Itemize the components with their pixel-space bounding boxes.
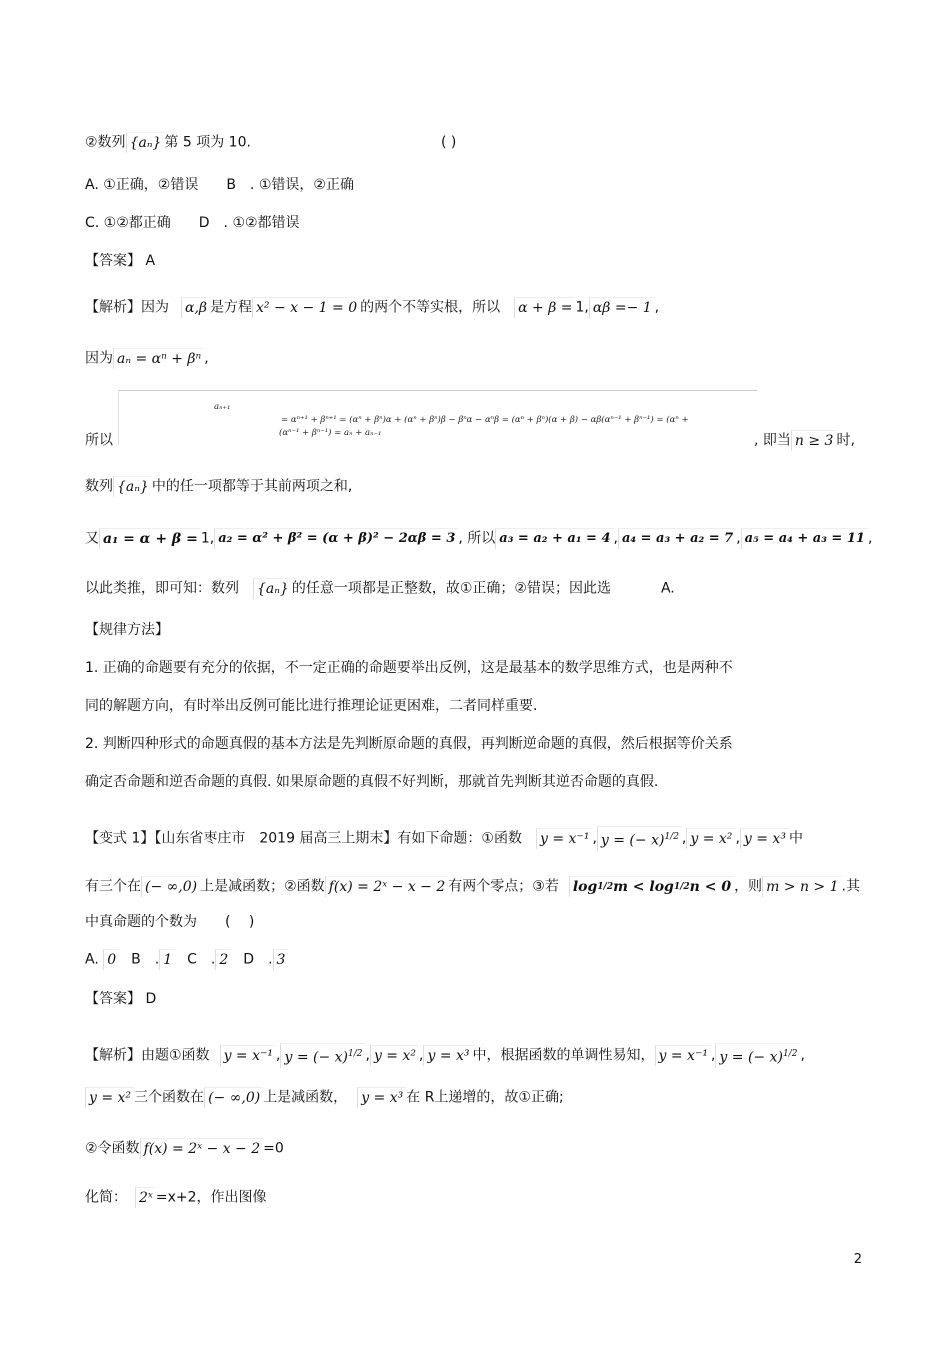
math-func-3: y = x²: [370, 1045, 419, 1066]
variant-line-3: 中真命题的个数为 ( ): [85, 914, 255, 930]
option-line-ab: A. ①正确，②错误 B . ①错误，②正确: [85, 177, 354, 193]
math-func-2: y = (− x)$^{1/2}$: [715, 1043, 800, 1068]
math-roots: α,β: [181, 297, 210, 318]
method-text-2: 同的解题方向，有时举出反例可能比进行推理论证更困难，二者同样重要.: [85, 698, 538, 714]
analysis-line-3: 所以 , 即当 n ≥ 3 时,: [85, 430, 855, 451]
math-sequence: {aₙ}: [113, 476, 152, 497]
recurrence-derivation-box: aₙ₊₁ = αⁿ⁺¹ + βⁿ⁺¹ = (αⁿ + βⁿ)α + (αⁿ + βⁿ)β − βⁿα − αⁿβ = (αⁿ + βⁿ)(α + β) − αβ(αⁿ⁻¹ + βⁿ⁻¹) = (αⁿ + (αⁿ⁻¹ + βⁿ⁻¹) = aₙ + aₙ₋₁: [118, 390, 757, 445]
math-a1: a₁ = α + β =: [99, 528, 201, 549]
variant-options: A. 0 B . 1 C . 2 D . 3: [85, 949, 288, 970]
math-sequence: {aₙ}: [253, 578, 292, 599]
math-a5: a₅ = a₄ + a₃ = 11: [741, 528, 868, 549]
math-func-4: y = x³: [740, 828, 789, 849]
option-c-value: 2: [215, 949, 231, 970]
math-sum: α + β =: [514, 297, 575, 318]
math-a4: a₄ = a₃ + a₂ = 7: [618, 528, 736, 549]
math-func-4: y = x³: [357, 1087, 406, 1108]
page-number: 2: [853, 1252, 862, 1267]
analysis-line-4: 数列 {aₙ} 中的任一项都等于其前两项之和,: [85, 476, 352, 497]
variant-line-1: 【变式 1】【山东省枣庄市 2019 届高三上期末】有如下命题：①函数 y = x⁻¹ , y = (− x)$^{1/2}$ , y = x² , y = x³ 中: [85, 826, 803, 851]
analysis2-line-1: 【解析】由题①函数 y = x⁻¹ , y = (− x)$^{1/2}$ , y = x² , y = x³ 中，根据函数的单调性易知， y = x⁻¹ , y = (− x)$^{1/2}$ ,: [85, 1043, 805, 1068]
math-an-def: aₙ = αⁿ + βⁿ: [113, 348, 204, 369]
math-interval: (− ∞,0): [204, 1087, 263, 1108]
math-func-3: y = x²: [85, 1087, 134, 1108]
answer-label-2: 【答案】 D: [85, 991, 157, 1007]
math-log-ineq: log1/2m < log1/2n < 0: [569, 876, 734, 897]
analysis-line-5: 又 a₁ = α + β = 1, a₂ = α² + β² = (α + β)² − 2αβ = 3 , 所以 a₃ = a₂ + a₁ = 4 , a₄ = a₃ + a₂ = 7 , a₅ = a₄ + a₃ = 11 ,: [85, 528, 872, 549]
math-equation: x² − x − 1 = 0: [252, 297, 360, 318]
math-n-condition: n ≥ 3: [791, 430, 837, 451]
method-text-1: 1. 正确的命题要有充分的依据，不一定正确的命题要举出反例，这是最基本的数学思维方式，也是两种不: [85, 660, 733, 676]
math-func-2: y = (− x)$^{1/2}$: [280, 1043, 365, 1068]
analysis2-line-2: y = x² 三个函数在 (− ∞,0) 上是减函数， y = x³ 在 R上递增的，故①正确;: [85, 1087, 564, 1108]
variant-line-2: 有三个在 (− ∞,0) 上是减函数；②函数 f(x) = 2ˣ − x − 2 有两个零点；③若 log1/2m < log1/2n < 0 ，则 m > n > 1 .其: [85, 876, 860, 897]
analysis2-line-4: 化简： 2ˣ =x+2，作出图像: [85, 1187, 267, 1208]
analysis2-line-3: ②令函数 f(x) = 2ˣ − x − 2 =0: [85, 1138, 284, 1159]
method-text-3: 2. 判断四种形式的命题真假的基本方法是先判断原命题的真假，再判断逆命题的真假，然后根据等价关系: [85, 736, 733, 752]
method-text-4: 确定否命题和逆否命题的真假. 如果原命题的真假不好判断，那就首先判断其逆否命题的真假.: [85, 774, 659, 790]
method-heading: 【规律方法】: [85, 622, 169, 638]
math-func-1: y = x⁻¹: [655, 1045, 711, 1066]
math-sequence: {aₙ}: [126, 132, 165, 153]
option-b-value: 1: [159, 949, 175, 970]
line-1: ②数列 {aₙ} 第 5 项为 10. ( ): [85, 132, 456, 153]
math-a3: a₃ = a₂ + a₁ = 4: [495, 528, 613, 549]
math-fx: f(x) = 2ˣ − x − 2: [140, 1138, 264, 1159]
math-interval: (− ∞,0): [141, 876, 200, 897]
math-fx: f(x) = 2ˣ − x − 2: [325, 876, 449, 897]
analysis-line-1: 【解析】因为 α,β 是方程 x² − x − 1 = 0 的两个不等实根，所以 α + β = 1, αβ =− 1 ,: [85, 297, 659, 318]
option-a-value: 0: [103, 949, 119, 970]
analysis-line-6: 以此类推，即可知：数列 {aₙ} 的任意一项都是正整数，故①正确；②错误；因此选 A.: [85, 578, 675, 599]
math-2x: 2ˣ: [135, 1187, 156, 1208]
analysis-line-2: 因为 aₙ = αⁿ + βⁿ ,: [85, 348, 209, 369]
option-d-value: 3: [273, 949, 289, 970]
answer-label: 【答案】 A: [85, 253, 156, 269]
math-a2: a₂ = α² + β² = (α + β)² − 2αβ = 3: [214, 528, 458, 549]
math-func-3: y = x²: [686, 828, 735, 849]
math-func-1: y = x⁻¹: [536, 828, 592, 849]
option-line-cd: C. ①②都正确 D . ①②都错误: [85, 215, 300, 231]
math-mn: m > n > 1: [762, 876, 841, 897]
math-product: αβ =− 1: [589, 297, 655, 318]
math-func-2: y = (− x)$^{1/2}$: [597, 826, 682, 851]
math-func-1: y = x⁻¹: [220, 1045, 276, 1066]
math-func-4: y = x³: [423, 1045, 472, 1066]
